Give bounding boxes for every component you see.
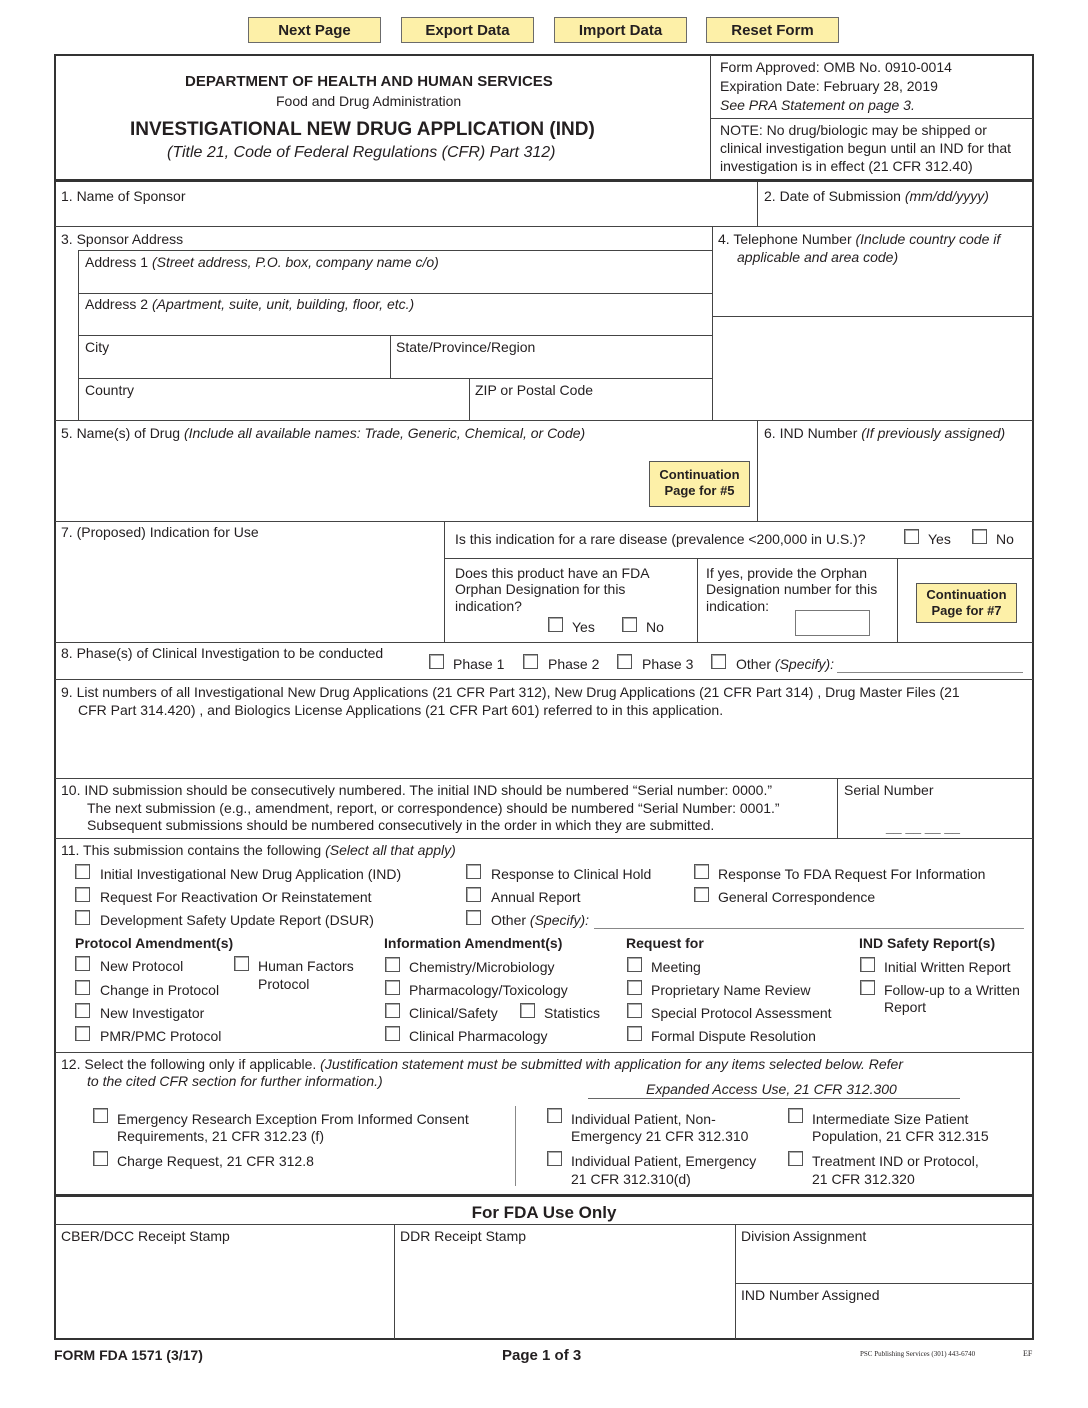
phase2-checkbox[interactable]: [523, 654, 538, 669]
fda-request-label: Response To FDA Request For Information: [718, 866, 986, 882]
drug-name-label: 5. Name(s) of Drug (Include all available names: Trade, Generic, Chemical, or Code): [61, 425, 586, 441]
new-investigator-checkbox[interactable]: [75, 1003, 90, 1018]
dispute-resolution-label: Formal Dispute Resolution: [651, 1028, 816, 1044]
state-label: State/Province/Region: [396, 339, 536, 355]
dsur-label: Development Safety Update Report (DSUR): [100, 912, 374, 928]
charge-request-checkbox[interactable]: [93, 1151, 108, 1166]
treatment-ind-label: 21 CFR 312.320: [812, 1171, 915, 1187]
orphan-yes-checkbox[interactable]: [548, 617, 563, 632]
ef-mark: EF: [1023, 1349, 1033, 1358]
sponsor-name-field[interactable]: [60, 206, 750, 224]
continuation-label: Page for #7: [931, 603, 1002, 618]
protocol-amendment-heading: Protocol Amendment(s): [75, 935, 234, 951]
yes-label: Yes: [928, 531, 951, 547]
treatment-ind-checkbox[interactable]: [788, 1151, 803, 1166]
shipping-note: NOTE: No drug/biologic may be shipped or: [720, 122, 987, 138]
individual-emergency-label: Individual Patient, Emergency: [571, 1153, 757, 1169]
initial-ind-label: Initial Investigational New Drug Application (IND): [100, 866, 402, 882]
serial-number-label: Serial Number: [844, 782, 934, 798]
proprietary-name-checkbox[interactable]: [627, 980, 642, 995]
clinical-pharmacology-checkbox[interactable]: [385, 1026, 400, 1041]
section12-label: 12. Select the following only if applicable. (Justification statement must be submitted with application for any items selected below. Refer: [61, 1056, 904, 1072]
annual-report-label: Annual Report: [491, 889, 581, 905]
address2-field[interactable]: [84, 314, 706, 332]
meeting-checkbox[interactable]: [627, 957, 642, 972]
individual-non-emergency-checkbox[interactable]: [547, 1108, 562, 1123]
individual-emergency-label: 21 CFR 312.310(d): [571, 1171, 691, 1187]
emergency-research-checkbox[interactable]: [93, 1108, 108, 1123]
chemistry-label: Chemistry/Microbiology: [409, 959, 555, 975]
expanded-access-heading: Expanded Access Use, 21 CFR 312.300: [646, 1081, 897, 1097]
sponsor-name-label: 1. Name of Sponsor: [61, 188, 186, 204]
other-submission-checkbox[interactable]: [466, 910, 481, 925]
form-number: FORM FDA 1571 (3/17): [54, 1347, 203, 1363]
clinical-safety-label: Clinical/Safety: [409, 1005, 498, 1021]
ddr-stamp-label: DDR Receipt Stamp: [400, 1228, 527, 1244]
special-protocol-label: Special Protocol Assessment: [651, 1005, 832, 1021]
drug-name-field[interactable]: [60, 445, 640, 515]
special-protocol-checkbox[interactable]: [627, 1003, 642, 1018]
other-submission-label: Other (Specify):: [491, 912, 590, 928]
orphan-number-label: indication:: [706, 598, 770, 614]
telephone-field[interactable]: [718, 272, 1028, 312]
yes-label: Yes: [572, 619, 595, 635]
publisher-credit: PSC Publishing Services (301) 443-6740: [860, 1350, 976, 1358]
telephone-hint: applicable and area code): [737, 249, 899, 265]
sponsor-address-label: 3. Sponsor Address: [61, 231, 184, 247]
rare-disease-yes-checkbox[interactable]: [904, 529, 919, 544]
human-factors-label: Protocol: [258, 976, 310, 992]
individual-non-emergency-label: Individual Patient, Non-: [571, 1111, 716, 1127]
city-field[interactable]: [84, 357, 384, 375]
phase-other-checkbox[interactable]: [711, 654, 726, 669]
followup-report-label: Report: [884, 999, 927, 1015]
indication-label: 7. (Proposed) Indication for Use: [61, 524, 259, 540]
indication-field[interactable]: [60, 545, 438, 637]
general-correspondence-checkbox[interactable]: [694, 887, 709, 902]
phase1-label: Phase 1: [453, 656, 505, 672]
orphan-no-checkbox[interactable]: [622, 617, 637, 632]
change-protocol-label: Change in Protocol: [100, 982, 220, 998]
submission-date-field[interactable]: [762, 206, 1027, 224]
human-factors-checkbox[interactable]: [234, 956, 249, 971]
rare-disease-no-checkbox[interactable]: [972, 529, 987, 544]
emergency-research-label: Emergency Research Exception From Informed Consent: [117, 1111, 469, 1127]
statistics-label: Statistics: [544, 1005, 601, 1021]
city-label: City: [85, 339, 110, 355]
dispute-resolution-checkbox[interactable]: [627, 1026, 642, 1041]
statistics-checkbox[interactable]: [520, 1003, 535, 1018]
zip-label: ZIP or Postal Code: [475, 382, 594, 398]
orphan-number-field[interactable]: [795, 610, 870, 636]
fda-use-heading: For FDA Use Only: [471, 1203, 617, 1222]
related-applications-field[interactable]: [60, 722, 1028, 774]
address2-label: Address 2 (Apartment, suite, unit, building, floor, etc.): [85, 296, 415, 312]
shipping-note: clinical investigation begun until an IND for that: [720, 140, 1012, 156]
serial-instructions: Subsequent submissions should be numbered consecutively in the order in which they are submitted.: [87, 817, 715, 833]
fda-request-checkbox[interactable]: [694, 864, 709, 879]
section12-hint: to the cited CFR section for further information.): [87, 1073, 383, 1089]
intermediate-size-label: Intermediate Size Patient: [812, 1111, 969, 1127]
pmr-pmc-checkbox[interactable]: [75, 1026, 90, 1041]
cber-stamp-label: CBER/DCC Receipt Stamp: [61, 1228, 230, 1244]
general-correspondence-label: General Correspondence: [718, 889, 876, 905]
phase3-label: Phase 3: [642, 656, 694, 672]
orphan-number-label: Designation number for this: [706, 581, 878, 597]
form-subtitle: (Title 21, Code of Federal Regulations (CFR) Part 312): [167, 144, 556, 161]
ind-number-label: 6. IND Number (If previously assigned): [764, 425, 1006, 441]
division-assignment-label: Division Assignment: [741, 1228, 867, 1244]
phase-label: 8. Phase(s) of Clinical Investigation to be conducted: [61, 645, 384, 661]
no-label: No: [996, 531, 1014, 547]
treatment-ind-label: Treatment IND or Protocol,: [812, 1153, 979, 1169]
continuation-page-7-button[interactable]: [916, 583, 1017, 623]
reactivation-label: Request For Reactivation Or Reinstatement: [100, 889, 372, 905]
pmr-pmc-label: PMR/PMC Protocol: [100, 1028, 222, 1044]
individual-non-emergency-label: Emergency 21 CFR 312.310: [571, 1128, 749, 1144]
telephone-label: 4. Telephone Number (Include country code if: [718, 231, 1001, 247]
meeting-label: Meeting: [651, 959, 701, 975]
clinical-pharmacology-label: Clinical Pharmacology: [409, 1028, 548, 1044]
page-indicator: Page 1 of 3: [502, 1347, 582, 1364]
pharmacology-label: Pharmacology/Toxicology: [409, 982, 568, 998]
continuation-label: Page for #5: [664, 483, 735, 498]
initial-written-report-checkbox[interactable]: [860, 957, 875, 972]
clinical-hold-checkbox[interactable]: [466, 864, 481, 879]
address1-label: Address 1 (Street address, P.O. box, company name c/o): [85, 254, 439, 270]
change-protocol-checkbox[interactable]: [75, 980, 90, 995]
individual-emergency-checkbox[interactable]: [547, 1151, 562, 1166]
form-title: INVESTIGATIONAL NEW DRUG APPLICATION (IND): [130, 119, 595, 140]
chemistry-checkbox[interactable]: [385, 957, 400, 972]
phase1-checkbox[interactable]: [429, 654, 444, 669]
pra-statement: See PRA Statement on page 3.: [720, 97, 915, 113]
orphan-question: Does this product have an FDA: [455, 565, 650, 581]
annual-report-checkbox[interactable]: [466, 887, 481, 902]
new-investigator-label: New Investigator: [100, 1005, 205, 1021]
new-protocol-label: New Protocol: [100, 958, 184, 974]
followup-report-checkbox[interactable]: [860, 980, 875, 995]
phase-other-label: Other (Specify):: [736, 656, 835, 672]
information-amendment-heading: Information Amendment(s): [384, 935, 563, 951]
human-factors-label: Human Factors: [258, 958, 354, 974]
continuation-page-5-button[interactable]: [649, 461, 750, 507]
state-field[interactable]: [395, 357, 706, 375]
other-submission-field[interactable]: [594, 928, 1024, 929]
pharmacology-checkbox[interactable]: [385, 980, 400, 995]
followup-report-label: Follow-up to a Written: [884, 982, 1020, 998]
omb-number: Form Approved: OMB No. 0910-0014: [720, 59, 952, 75]
address1-field[interactable]: [84, 272, 706, 290]
dsur-checkbox[interactable]: [75, 910, 90, 925]
ind-number-assigned-label: IND Number Assigned: [741, 1287, 880, 1303]
next-page-button[interactable]: Next Page: [248, 17, 381, 43]
initial-written-report-label: Initial Written Report: [884, 959, 1011, 975]
continuation-label: Continuation: [926, 587, 1007, 602]
reactivation-checkbox[interactable]: [75, 887, 90, 902]
rare-disease-question: Is this indication for a rare disease (prevalence <200,000 in U.S.)?: [455, 531, 866, 547]
shipping-note: investigation is in effect (21 CFR 312.40): [720, 158, 973, 174]
charge-request-label: Charge Request, 21 CFR 312.8: [117, 1153, 314, 1169]
serial-instructions: 10. IND submission should be consecutively numbered. The initial IND should be numbered “Serial number: 0000.”: [61, 782, 773, 798]
phase3-checkbox[interactable]: [617, 654, 632, 669]
serial-number-field[interactable]: __ __ __ __: [886, 818, 960, 834]
related-applications-label: CFR Part 314.420) , and Biologics License Applications (21 CFR Part 601) referred to in this application.: [78, 702, 724, 718]
expiration-date: Expiration Date: February 28, 2019: [720, 78, 938, 94]
no-label: No: [646, 619, 664, 635]
initial-ind-checkbox[interactable]: [75, 864, 90, 879]
orphan-question: Orphan Designation for this: [455, 581, 626, 597]
request-for-heading: Request for: [626, 935, 704, 951]
country-label: Country: [85, 382, 135, 398]
intermediate-size-label: Population, 21 CFR 312.315: [812, 1128, 989, 1144]
submission-date-label: 2. Date of Submission (mm/dd/yyyy): [764, 188, 989, 204]
export-data-button[interactable]: Export Data: [401, 17, 534, 43]
reset-form-button[interactable]: Reset Form: [706, 17, 839, 43]
import-data-button[interactable]: Import Data: [554, 17, 687, 43]
continuation-label: Continuation: [659, 467, 740, 482]
serial-instructions: The next submission (e.g., amendment, report, or correspondence) should be numbered “Serial Number: 0001.”: [87, 800, 780, 816]
country-field[interactable]: [84, 400, 464, 418]
clinical-safety-checkbox[interactable]: [385, 1003, 400, 1018]
clinical-hold-label: Response to Clinical Hold: [491, 866, 652, 882]
submission-contents-label: 11. This submission contains the following (Select all that apply): [61, 842, 456, 858]
emergency-research-label: Requirements, 21 CFR 312.23 (f): [117, 1128, 324, 1144]
related-applications-label: 9. List numbers of all Investigational New Drug Applications (21 CFR Part 312), New Drug Applications (21 CFR Part 314) , Drug Master Files (21: [61, 684, 960, 700]
orphan-question: indication?: [455, 598, 522, 614]
new-protocol-checkbox[interactable]: [75, 956, 90, 971]
zip-field[interactable]: [474, 400, 706, 418]
phase2-label: Phase 2: [548, 656, 600, 672]
agency-name: Food and Drug Administration: [276, 93, 462, 109]
intermediate-size-checkbox[interactable]: [788, 1108, 803, 1123]
department-name: DEPARTMENT OF HEALTH AND HUMAN SERVICES: [185, 73, 553, 90]
ind-number-field[interactable]: [762, 445, 1027, 515]
phase-other-field[interactable]: [837, 672, 1023, 673]
safety-report-heading: IND Safety Report(s): [859, 935, 996, 951]
orphan-number-label: If yes, provide the Orphan: [706, 565, 868, 581]
proprietary-name-label: Proprietary Name Review: [651, 982, 811, 998]
